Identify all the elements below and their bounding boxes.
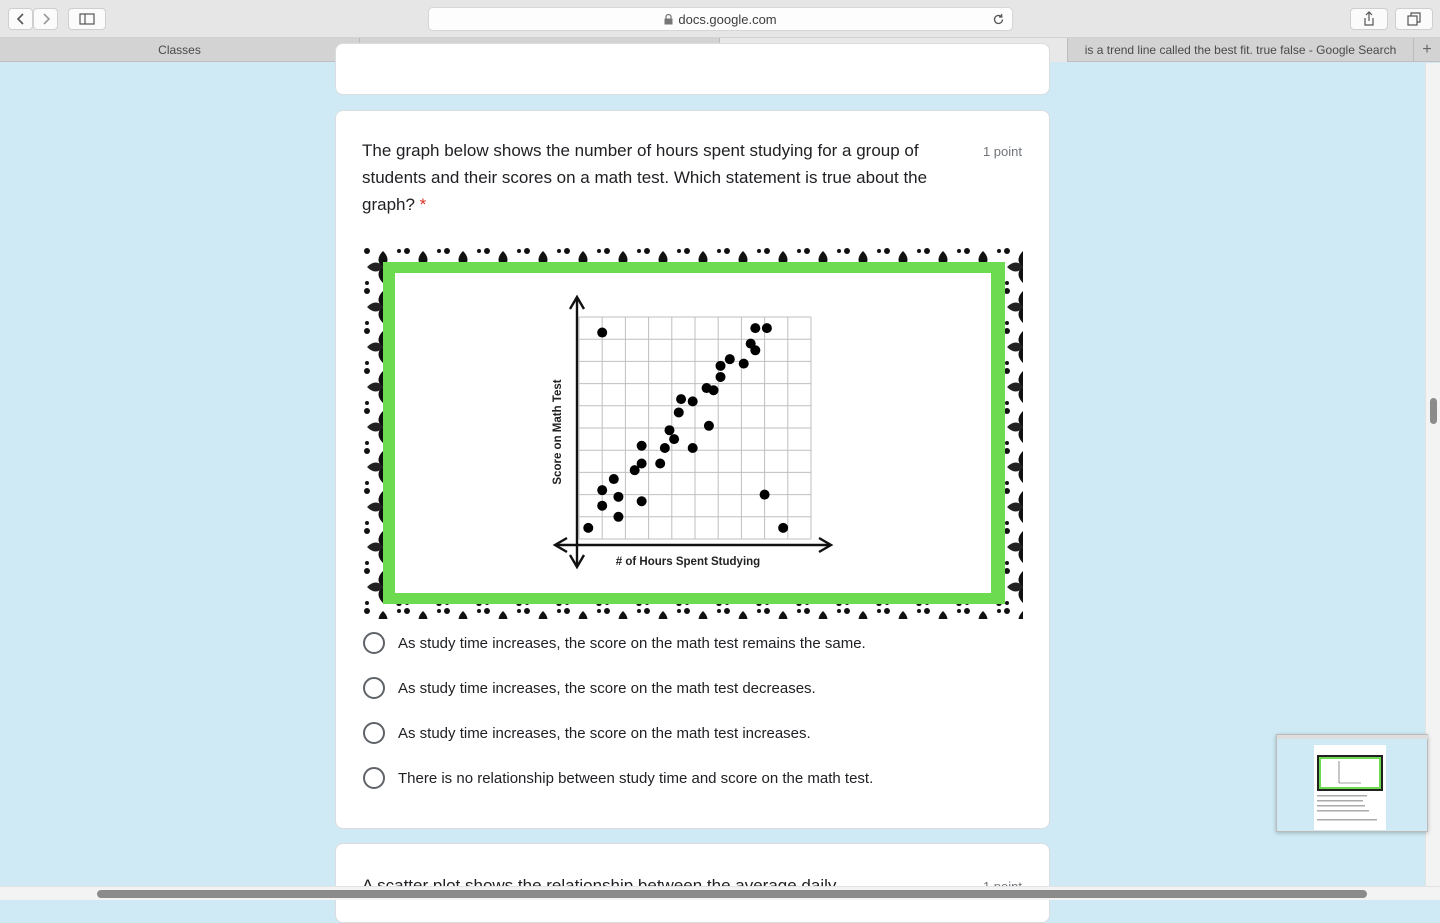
answer-option[interactable]: There is no relationship between study time and score on the math test. — [363, 766, 873, 790]
data-point — [704, 421, 714, 431]
previous-question-card — [335, 43, 1050, 95]
data-point — [597, 328, 607, 338]
data-point — [664, 425, 674, 435]
address-bar[interactable] — [428, 7, 1013, 31]
share-icon — [1362, 11, 1376, 27]
data-point — [637, 459, 647, 469]
sidebar-button[interactable] — [68, 8, 106, 30]
form-page — [0, 63, 1425, 886]
share-button[interactable] — [1350, 8, 1388, 30]
scatter-plot-figure — [363, 247, 1023, 619]
data-point — [676, 394, 686, 404]
reload-icon[interactable] — [992, 13, 1005, 26]
new-tab-icon[interactable]: + — [1422, 40, 1432, 58]
radio-button[interactable] — [363, 722, 385, 744]
data-point — [583, 523, 593, 533]
data-point — [597, 501, 607, 511]
data-point — [613, 492, 623, 502]
forward-button[interactable] — [33, 8, 58, 30]
data-point — [597, 485, 607, 495]
data-point — [725, 354, 735, 364]
radio-button[interactable] — [363, 677, 385, 699]
horizontal-scrollbar[interactable] — [0, 886, 1440, 900]
tab-classes[interactable]: Classes — [0, 38, 360, 62]
data-point — [739, 359, 749, 369]
browser-toolbar — [0, 0, 1440, 38]
lock-icon — [664, 14, 673, 25]
data-point — [716, 361, 726, 371]
data-point — [688, 443, 698, 453]
tab-google-search[interactable]: is a trend line called the best fit. true false - Google Search — [1068, 38, 1414, 62]
data-point — [750, 345, 760, 355]
next-question-card — [335, 843, 1050, 923]
data-point — [688, 396, 698, 406]
answer-option[interactable]: As study time increases, the score on the math test increases. — [363, 721, 811, 745]
horizontal-scroll-thumb[interactable] — [97, 890, 1367, 898]
question-points: 1 point — [982, 144, 1022, 159]
vertical-scroll-thumb[interactable] — [1430, 398, 1437, 424]
url-text: docs.google.com — [678, 11, 777, 27]
data-point — [637, 441, 647, 451]
sidebar-icon — [79, 13, 95, 25]
data-point — [674, 407, 684, 417]
back-button[interactable] — [8, 8, 33, 30]
radio-button[interactable] — [363, 767, 385, 789]
data-point — [637, 496, 647, 506]
data-point — [760, 490, 770, 500]
question-card — [335, 110, 1050, 829]
question-image — [363, 247, 1023, 619]
x-axis-label: # of Hours Spent Studying — [615, 556, 761, 568]
data-point — [716, 372, 726, 382]
data-point — [660, 443, 670, 453]
data-point — [613, 512, 623, 522]
answer-option[interactable]: As study time increases, the score on the math test decreases. — [363, 676, 816, 700]
answer-option[interactable]: As study time increases, the score on the math test remains the same. — [363, 631, 866, 655]
tabs-overview-button[interactable] — [1395, 8, 1433, 30]
y-axis-label: Score on Math Test — [552, 379, 564, 485]
required-asterisk: * — [419, 195, 427, 214]
data-point — [778, 523, 788, 533]
forward-icon — [40, 12, 52, 26]
thumbnail-graphic — [1277, 735, 1429, 833]
question-text: The graph below shows the number of hours spent studying for a group of students and their scores on a math test. Which statement is true about the graph? * — [362, 141, 928, 214]
radio-button[interactable] — [363, 632, 385, 654]
data-point — [669, 434, 679, 444]
data-point — [655, 459, 665, 469]
data-point — [750, 323, 760, 333]
page-thumbnail-preview[interactable] — [1276, 734, 1428, 832]
tabs-overview-icon — [1407, 12, 1421, 26]
data-point — [609, 474, 619, 484]
data-point — [709, 385, 719, 395]
data-point — [762, 323, 772, 333]
back-icon — [15, 12, 27, 26]
